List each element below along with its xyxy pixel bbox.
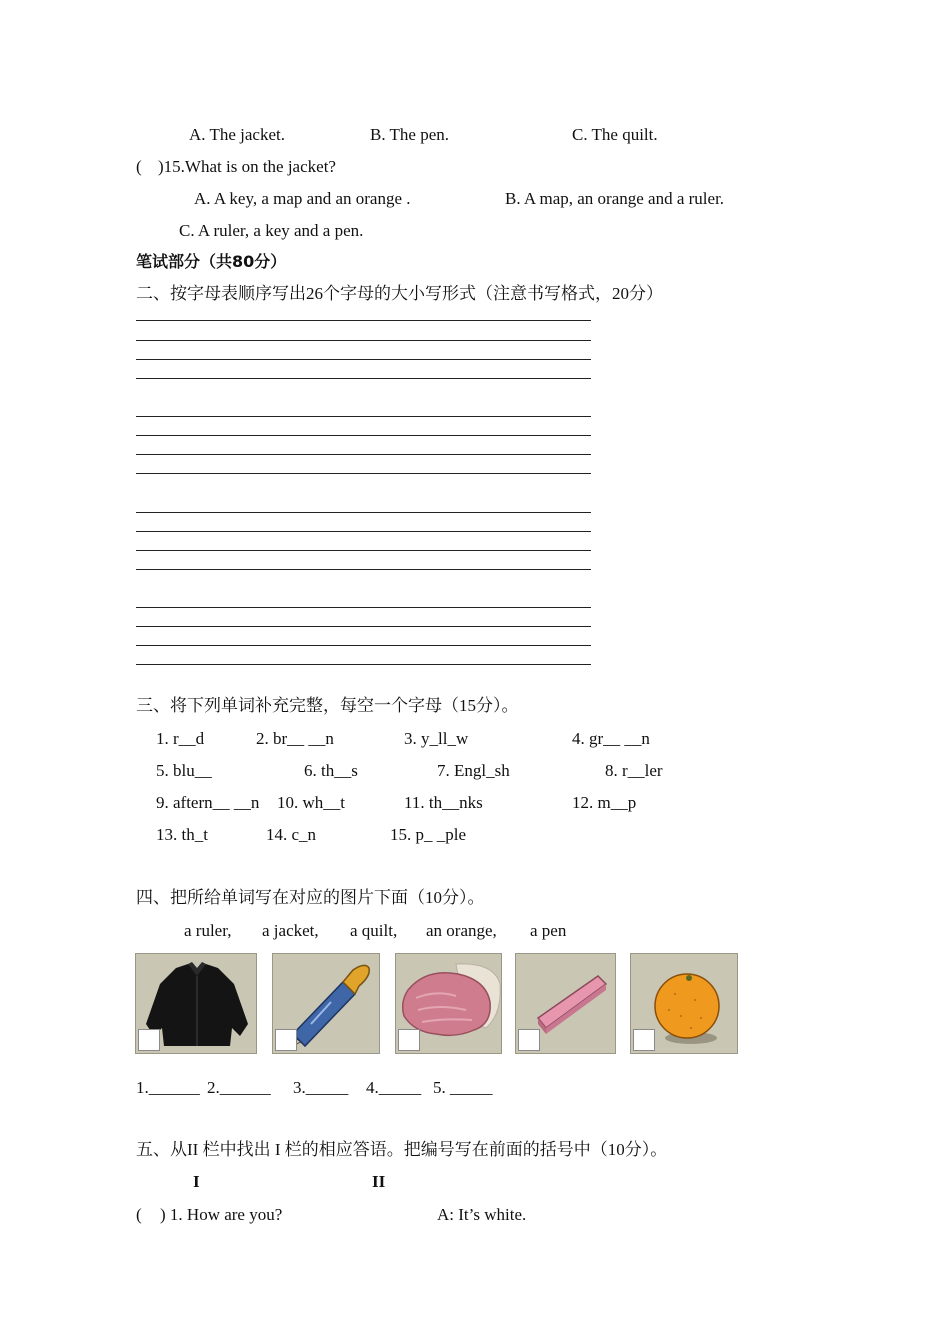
writing-line [136, 454, 591, 455]
given-word-orange: an orange, [426, 921, 497, 940]
q14-option-b: B. The pen. [370, 125, 450, 144]
word-item-1: 1. r__d [156, 729, 205, 748]
writing-line [136, 626, 591, 627]
section3-title: 三、将下列单词补充完整，每空一个字母（15分）。 [136, 696, 519, 715]
writing-line [136, 512, 591, 513]
given-word-quilt: a quilt, [350, 921, 398, 940]
writing-line [136, 664, 591, 665]
word-item-13: 13. th_t [156, 825, 208, 844]
word-item-6: 6. th__s [304, 761, 358, 780]
word-item-7: 7. Engl_sh [437, 761, 510, 780]
written-part-header: 笔试部分（共80分） [136, 252, 287, 271]
word-item-5: 5. blu__ [156, 761, 212, 780]
picture-blank-5[interactable]: 5. _____ [433, 1078, 493, 1097]
quilt-picture [395, 953, 502, 1054]
given-word-jacket: a jacket, [262, 921, 319, 940]
section5-title: 五、从II 栏中找出 I 栏的相应答语。把编号写在前面的括号中（10分）。 [136, 1140, 668, 1159]
answer-checkbox [138, 1029, 160, 1051]
writing-line [136, 569, 591, 570]
q15-option-c: C. A ruler, a key and a pen. [179, 221, 364, 240]
q15-answer-paren: ( [136, 157, 142, 176]
picture-blank-2[interactable]: 2.______ [207, 1078, 271, 1097]
q15-option-b: B. A map, an orange and a ruler. [505, 189, 725, 208]
word-item-10: 10. wh__t [277, 793, 345, 812]
word-item-3: 3. y_ll_w [404, 729, 469, 748]
given-word-ruler: a ruler, [184, 921, 232, 940]
word-item-9: 9. aftern__ __n [156, 793, 260, 812]
writing-line [136, 378, 591, 379]
column-1-header: I [193, 1172, 200, 1191]
writing-line [136, 359, 591, 360]
writing-line [136, 645, 591, 646]
jacket-picture [135, 953, 257, 1054]
match-paren-1: ( [136, 1205, 142, 1224]
answer-checkbox [398, 1029, 420, 1051]
q14-option-c: C. The quilt. [572, 125, 658, 144]
section4-title: 四、把所给单词写在对应的图片下面（10分）。 [136, 888, 485, 907]
q14-option-a: A. The jacket. [189, 125, 285, 144]
writing-line [136, 340, 591, 341]
column-2-header: II [372, 1172, 386, 1191]
word-item-12: 12. m__p [572, 793, 637, 812]
word-item-15: 15. p_ _ple [390, 825, 467, 844]
picture-blank-1[interactable]: 1.______ [136, 1078, 200, 1097]
word-item-8: 8. r__ler [605, 761, 663, 780]
writing-line [136, 435, 591, 436]
writing-line [136, 531, 591, 532]
answer-checkbox [633, 1029, 655, 1051]
writing-line [136, 416, 591, 417]
q15-option-a: A. A key, a map and an orange . [194, 189, 411, 208]
word-item-4: 4. gr__ __n [572, 729, 650, 748]
writing-line [136, 550, 591, 551]
given-word-pen: a pen [530, 921, 567, 940]
word-item-11: 11. th__nks [404, 793, 483, 812]
section2-title: 二、按字母表顺序写出26个字母的大小写形式（注意书写格式，20分） [136, 284, 663, 303]
word-item-2: 2. br__ __n [256, 729, 334, 748]
ruler-picture [515, 953, 616, 1054]
match-question-1: ) 1. How are you? [160, 1205, 283, 1224]
q15-question: )15.What is on the jacket? [158, 157, 336, 176]
answer-checkbox [275, 1029, 297, 1051]
answer-checkbox [518, 1029, 540, 1051]
orange-picture [630, 953, 738, 1054]
pen-picture [272, 953, 380, 1054]
picture-blank-4[interactable]: 4._____ [366, 1078, 422, 1097]
writing-line [136, 607, 591, 608]
writing-line [136, 473, 591, 474]
picture-blank-3[interactable]: 3._____ [293, 1078, 349, 1097]
writing-line [136, 320, 591, 321]
match-answer-a: A: It’s white. [437, 1205, 527, 1224]
word-item-14: 14. c_n [266, 825, 317, 844]
